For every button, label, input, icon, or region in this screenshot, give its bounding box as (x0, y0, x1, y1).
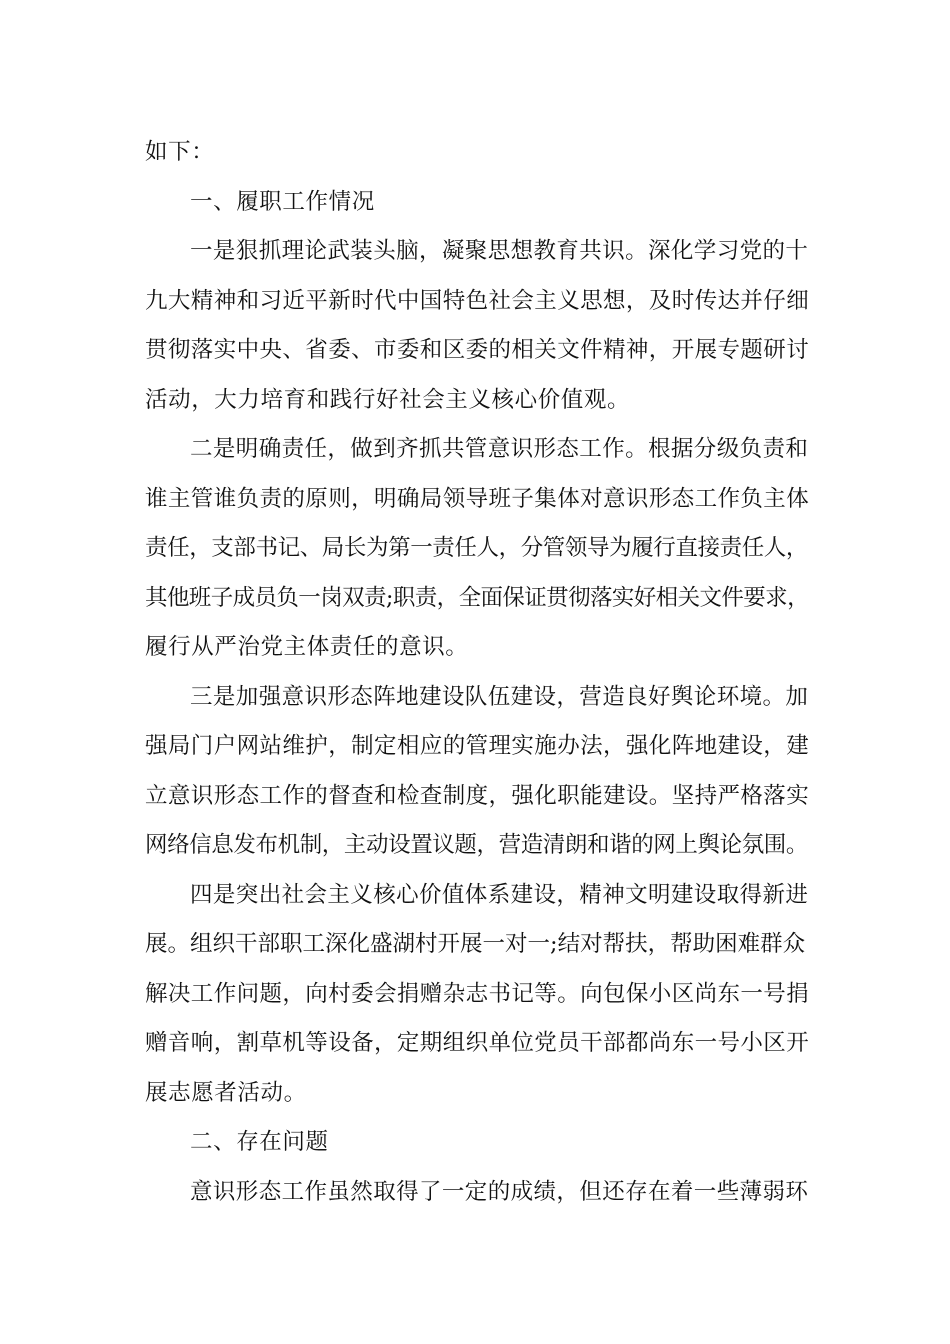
text-line: 网络信息发布机制，主动设置议题，营造清朗和谐的网上舆论氛围。 (145, 832, 809, 858)
text-line: 二是明确责任，做到齐抓共管意识形态工作。根据分级负责和 (190, 436, 809, 462)
section-heading: 一、履职工作情况 (190, 188, 375, 215)
text-line: 展。组织干部职工深化盛湖村开展一对一;结对帮扶，帮助困难群众 (145, 931, 806, 957)
text-line: 谁主管谁负责的原则，明确局领导班子集体对意识形态工作负主体 (145, 485, 810, 512)
text-line: 活动，大力培育和践行好社会主义核心价值观。 (145, 386, 631, 413)
text-line: 履行从严治党主体责任的意识。 (145, 634, 469, 660)
text-line: 责任，支部书记、局长为第一责任人，分管领导为履行直接责任人， (145, 535, 809, 561)
text-line: 意识形态工作虽然取得了一定的成绩，但还存在着一些薄弱环 (190, 1178, 809, 1205)
document-body (145, 128, 809, 1217)
text-line: 九大精神和习近平新时代中国特色社会主义思想，及时传达并仔细 (145, 287, 810, 314)
text-line: 如下： (145, 139, 215, 165)
text-line: 三是加强意识形态阵地建设队伍建设，营造良好舆论环境。加 (190, 683, 809, 710)
text-line: 其他班子成员负一岗双责;职责，全面保证贯彻落实好相关文件要求， (145, 584, 809, 611)
text-line: 四是突出社会主义核心价值体系建设，精神文明建设取得新进 (190, 881, 809, 908)
text-line: 赠音响，割草机等设备，定期组织单位党员干部都尚东一号小区开 (145, 1030, 810, 1056)
text-line: 立意识形态工作的督查和检查制度，强化职能建设。坚持严格落实 (145, 782, 810, 809)
text-line: 强局门户网站维护，制定相应的管理实施办法，强化阵地建设，建 (145, 733, 810, 759)
section-heading: 二、存在问题 (190, 1129, 329, 1155)
text-line: 解决工作问题，向村委会捐赠杂志书记等。向包保小区尚东一号捐 (145, 980, 810, 1007)
text-line: 展志愿者活动。 (145, 1079, 307, 1106)
text-line: 贯彻落实中央、省委、市委和区委的相关文件精神，开展专题研讨 (145, 337, 810, 363)
text-line: 一是狠抓理论武装头脑，凝聚思想教育共识。深化学习党的十 (190, 238, 809, 264)
